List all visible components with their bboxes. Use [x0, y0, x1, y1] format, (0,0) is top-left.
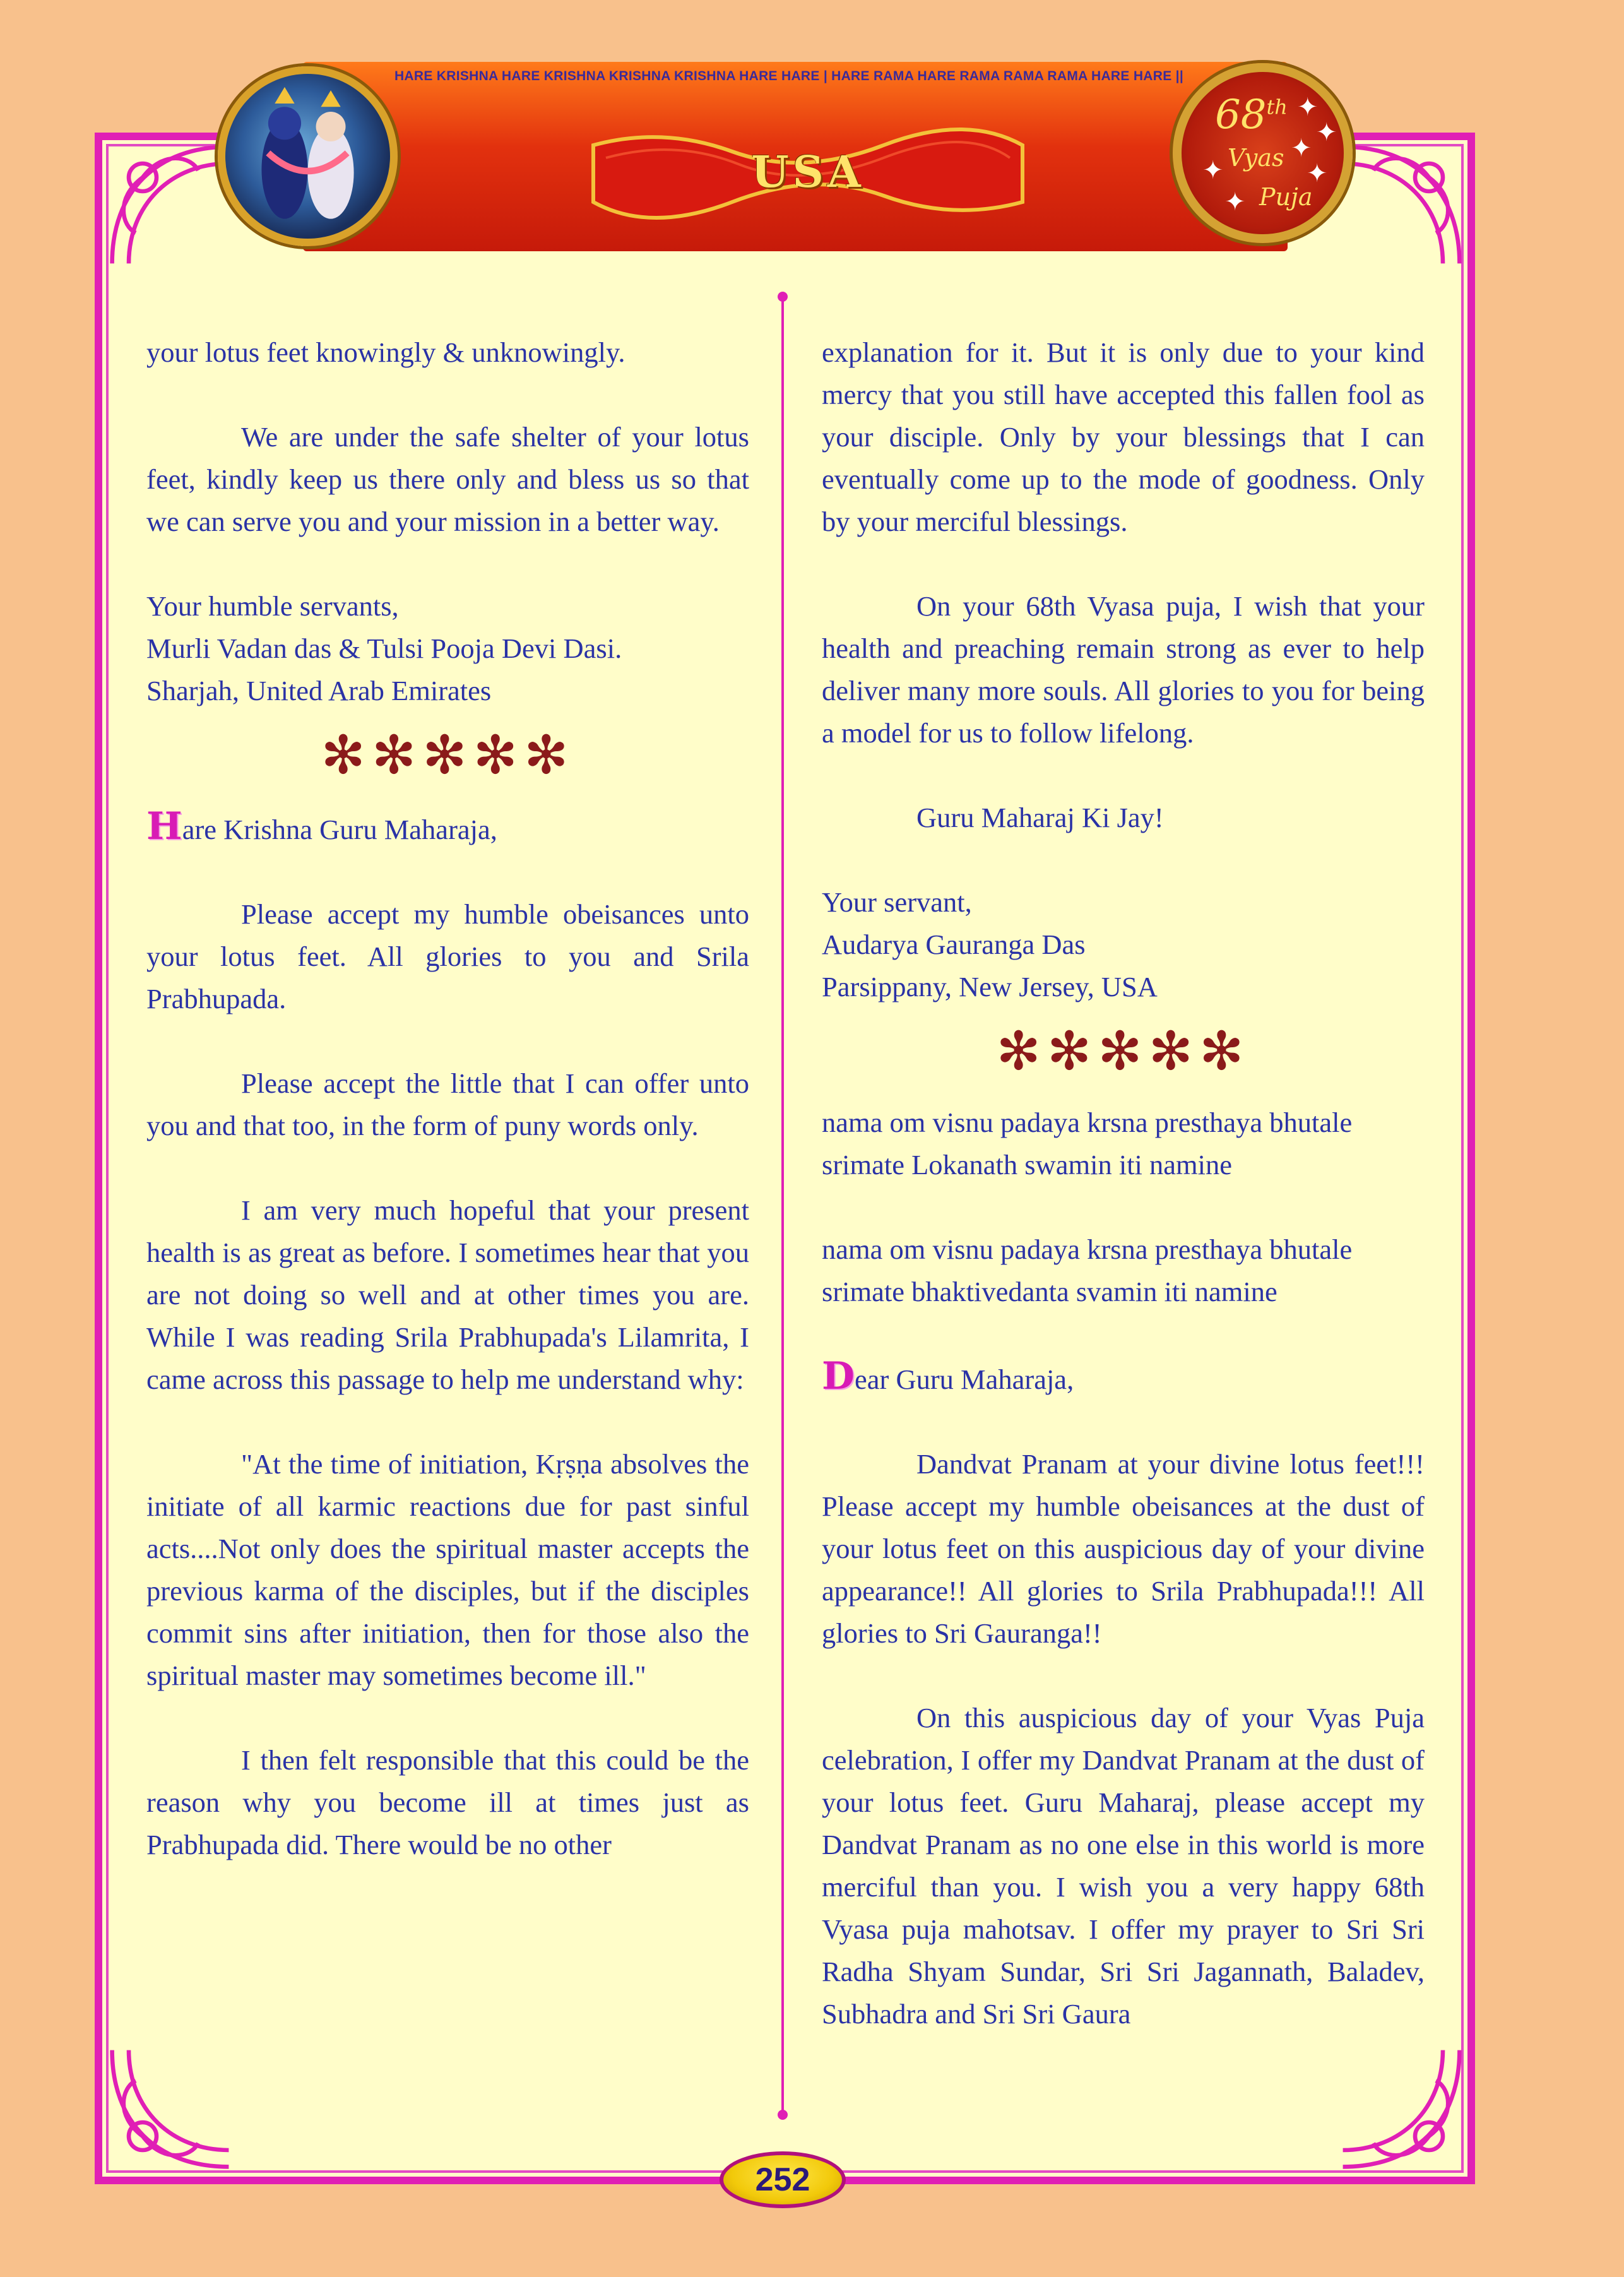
asterisk-separator: ✻✻✻✻✻	[996, 1020, 1250, 1082]
badge-line2: Puja	[1259, 183, 1313, 211]
badge-line1: Vyas	[1228, 144, 1284, 172]
greeting: Dear Guru Maharaja,	[822, 1354, 1074, 1398]
star-icon: ✦	[1307, 159, 1328, 188]
pranam-mantra-line: nama om visnu padaya krsna presthaya bhutale	[822, 1107, 1353, 1138]
star-icon: ✦	[1202, 156, 1224, 185]
corner-ornament-bottom-left	[101, 2039, 240, 2178]
signature-name: Audarya Gauranga Das	[822, 929, 1086, 960]
pranam-mantra-line: srimate Lokanath swamin iti namine	[822, 1149, 1233, 1180]
drop-cap: D	[822, 1354, 855, 1398]
header-mantra: HARE KRISHNA HARE KRISHNA KRISHNA KRISHNA HARE HARE | HARE RAMA HARE RAMA RAMA RAMA HARE HARE ||	[394, 69, 1184, 83]
paragraph: your lotus feet knowingly & unknowingly.	[146, 336, 625, 368]
corner-ornament-top-right	[1332, 136, 1471, 275]
signature-line: Your humble servants,	[146, 590, 399, 622]
paragraph: We are under the safe shelter of your lotus feet, kindly keep us there only and bless us so that we can serve you and your mission in a better way.	[146, 421, 749, 537]
badge-suffix: th	[1266, 95, 1288, 119]
paragraph: On your 68th Vyasa puja, I wish that your health and preaching remain strong as ever to help deliver many more souls. All glories to you for being a model for us to follow lifelong.	[822, 590, 1425, 749]
asterisk-separator: ✻✻✻✻✻	[321, 724, 575, 786]
paragraph: Please accept the little that I can offer unto you and that too, in the form of puny words only.	[146, 1067, 749, 1141]
star-icon: ✦	[1224, 187, 1246, 217]
page-number: 252	[720, 2151, 846, 2208]
greeting: Hare Krishna Guru Maharaja,	[146, 804, 497, 848]
column-divider	[781, 297, 784, 2115]
corner-ornament-bottom-right	[1332, 2039, 1471, 2178]
divider-dot-top	[778, 292, 788, 302]
divider-dot-bottom	[778, 2110, 788, 2120]
star-icon: ✦	[1316, 118, 1337, 147]
paragraph: explanation for it. But it is only due to your kind mercy that you still have accepted this fallen fool as your disciple. Only by your blessings that I can eventually come up to the mode of goodness. Only by your merciful blessings.	[822, 336, 1425, 537]
paragraph: I am very much hopeful that your present health is as great as before. I sometimes hear that you are not doing so well and at other times you are. While I was reading Srila Prabhupada's Lilamrita, I came across this passage to help me understand why:	[146, 1194, 749, 1395]
quotation: "At the time of initiation, Kṛṣṇa absolves the initiate of all karmic reactions due for past sinful acts....Not only does the spiritual master accepts the previous karma of the disciples, but if the disciples commit sins after initiation, then for those also the spiritual master may sometimes become ill."	[146, 1448, 749, 1691]
badge-number: 68th	[1215, 92, 1288, 138]
signature-location: Parsippany, New Jersey, USA	[822, 971, 1158, 1002]
star-icon: ✦	[1297, 93, 1319, 122]
pranam-mantra-line: nama om visnu padaya krsna presthaya bhutale	[822, 1234, 1353, 1265]
ribbon-title: USA	[751, 147, 865, 198]
paragraph: I then felt responsible that this could be the reason why you become ill at times just as Prabhupada did. There would be no other	[146, 1744, 749, 1860]
paragraph: Please accept my humble obeisances unto your lotus feet. All glories to you and Srila Prabhupada.	[146, 898, 749, 1014]
signature-location: Sharjah, United Arab Emirates	[146, 675, 492, 706]
signature-line: Your servant,	[822, 886, 972, 918]
star-icon: ✦	[1291, 134, 1312, 163]
pranam-mantra-line: srimate bhaktivedanta svamin iti namine	[822, 1276, 1277, 1307]
signature-name: Murli Vadan das & Tulsi Pooja Devi Dasi.	[146, 633, 622, 664]
paragraph: On this auspicious day of your Vyas Puja celebration, I offer my Dandvat Pranam at the dust of your lotus feet. Guru Maharaj, please accept my Dandvat Pranam as no one else in this world is more merciful than you. I wish you a very happy 68th Vyasa puja mahotsav. I offer my prayer to Sri Sri Radha Shyam Sundar, Sri Sri Jagannath, Baladev, Subhadra and Sri Sri Gaura	[822, 1702, 1425, 2030]
paragraph: Guru Maharaj Ki Jay!	[916, 802, 1164, 833]
right-column	[822, 331, 1425, 2035]
drop-cap: H	[146, 804, 182, 848]
deity-medallion	[218, 66, 398, 246]
left-column	[146, 331, 749, 1866]
paragraph: Dandvat Pranam at your divine lotus feet!!! Please accept my humble obeisances at the dust of your lotus feet on this auspicious day of your divine appearance!! All glories to Srila Prabhupada!!! All glories to Sri Gauranga!!	[822, 1448, 1425, 1649]
